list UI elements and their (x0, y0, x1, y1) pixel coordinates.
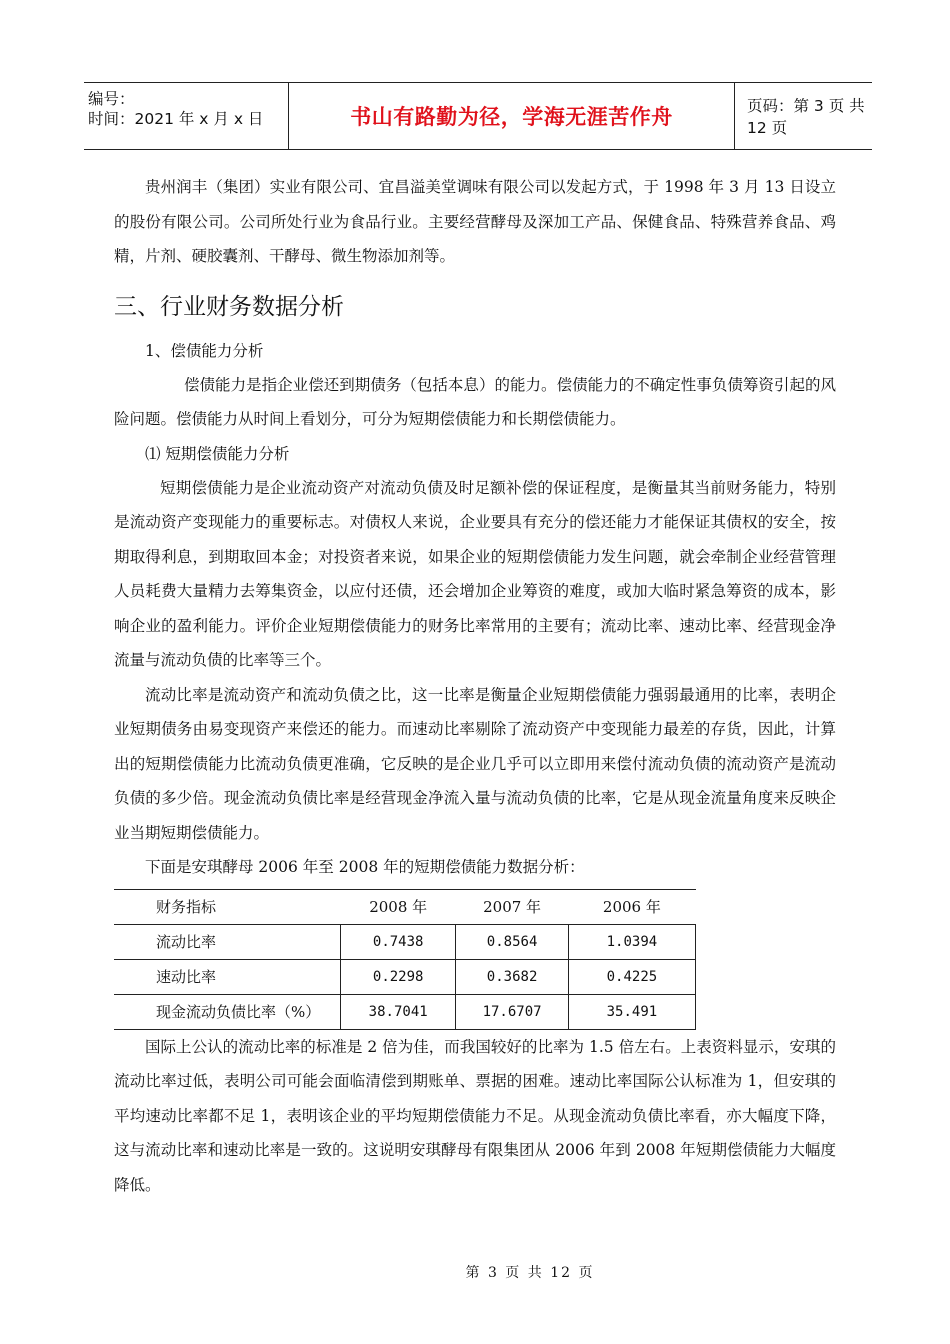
header-meta (84, 83, 289, 149)
paragraph-ratios: 流动比率是流动资产和流动负债之比，这一比率是衡量企业短期偿债能力强弱最通用的比率，表明企业短期债务由易变现资产来偿还的能力。而速动比率剔除了流动资产中变现能力最差的存货，因此，计算出的短期偿债能力比流动负债更准确，它反映的是企业几乎可以立即用来偿付流动负债的流动资产是流动负债的多少倍。现金流动负债比率是经营现金净流入量与流动负债的比率，它是从现金流量角度来反映企业当期短期偿债能力。 (114, 685, 836, 842)
table-cell: 1.0394 (568, 924, 695, 959)
time-label: 时间：2021 年 x 月 x 日 (88, 110, 264, 128)
header-slogan: 书山有路勤为径，学海无涯苦作舟 (289, 83, 735, 149)
section-heading: 三、行业财务数据分析 (114, 293, 344, 320)
solvency-table (114, 889, 696, 1030)
subheading-short-term: ⑴ 短期偿债能力分析 (145, 444, 290, 463)
subheading-solvency: 1、偿债能力分析 (145, 341, 264, 360)
table-cell: 35.491 (568, 994, 695, 1029)
table-header-cell: 财务指标 (114, 889, 340, 924)
table-header-cell: 2007 年 (456, 889, 568, 924)
page-footer: 第 3 页 共 12 页 (465, 1265, 595, 1281)
table-header-cell: 2006 年 (568, 889, 695, 924)
paragraph-conclusion: 国际上公认的流动比率的标准是 2 倍为佳，而我国较好的比率为 1.5 倍左右。上表资料显示，安琪的流动比率过低，表明公司可能会面临清偿到期账单、票据的困难。速动比率国际公认标准为 1，但安琪的平均速动比率都不足 1，表明该企业的平均短期偿债能力不足。从现金流动负债比率看，亦大幅度下降，这与流动比率和速动比率是一致的。这说明安琪酵母有限集团从 2006 年到 2008 年短期偿债能力大幅度降低。 (114, 1037, 836, 1194)
table-cell: 38.7041 (340, 994, 455, 1029)
paragraph-table-intro: 下面是安琪酵母 2006 年至 2008 年的短期偿债能力数据分析： (145, 858, 585, 876)
table-cell: 0.3682 (456, 959, 568, 994)
table-cell: 0.7438 (340, 924, 455, 959)
table-cell: 0.4225 (568, 959, 695, 994)
paragraph-short-term: 短期偿债能力是企业流动资产对流动负债及时足额补偿的保证程度，是衡量其当前财务能力，特别是流动资产变现能力的重要标志。对债权人来说，企业要具有充分的偿还能力才能保证其债权的安全，按期取得利息，到期取回本金；对投资者来说，如果企业的短期偿债能力发生问题，就会牵制企业经营管理人员耗费大量精力去筹集资金，以应付还债，还会增加企业筹资的难度，或加大临时紧急筹资的成本，影响企业的盈利能力。评价企业短期偿债能力的财务比率常用的主要有；流动比率、速动比率、经营现金净流量与流动负债的比率等三个。 (114, 478, 836, 669)
table-cell: 17.6707 (456, 994, 568, 1029)
intro-paragraph: 贵州润丰（集团）实业有限公司、宜昌溢美堂调味有限公司以发起方式，于 1998 年 3 月 13 日设立的股份有限公司。公司所处行业为食品行业。主要经营酵母及深加工产品、保健食品、特殊营养食品、鸡精，片剂、硬胶囊剂、干酵母、微生物添加剂等。 (114, 178, 836, 265)
page-header (84, 82, 872, 150)
table-row (114, 924, 696, 959)
table-row (114, 994, 696, 1029)
table-cell: 0.8564 (456, 924, 568, 959)
table-cell: 现金流动负债比率（%） (114, 994, 340, 1029)
document-body (114, 170, 836, 1202)
number-label: 编号： (88, 90, 135, 108)
table-cell: 流动比率 (114, 924, 340, 959)
paragraph-solvency-definition: 偿债能力是指企业偿还到期债务（包括本息）的能力。偿债能力的不确定性事负债筹资引起的风险问题。偿债能力从时间上看划分，可分为短期偿债能力和长期偿债能力。 (114, 375, 836, 428)
header-page-label: 页码：第 3 页 共 12 页 (747, 97, 865, 137)
table-header-row (114, 889, 696, 924)
table-header-cell: 2008 年 (340, 889, 455, 924)
table-cell: 0.2298 (340, 959, 455, 994)
table-cell: 速动比率 (114, 959, 340, 994)
table-row (114, 959, 696, 994)
